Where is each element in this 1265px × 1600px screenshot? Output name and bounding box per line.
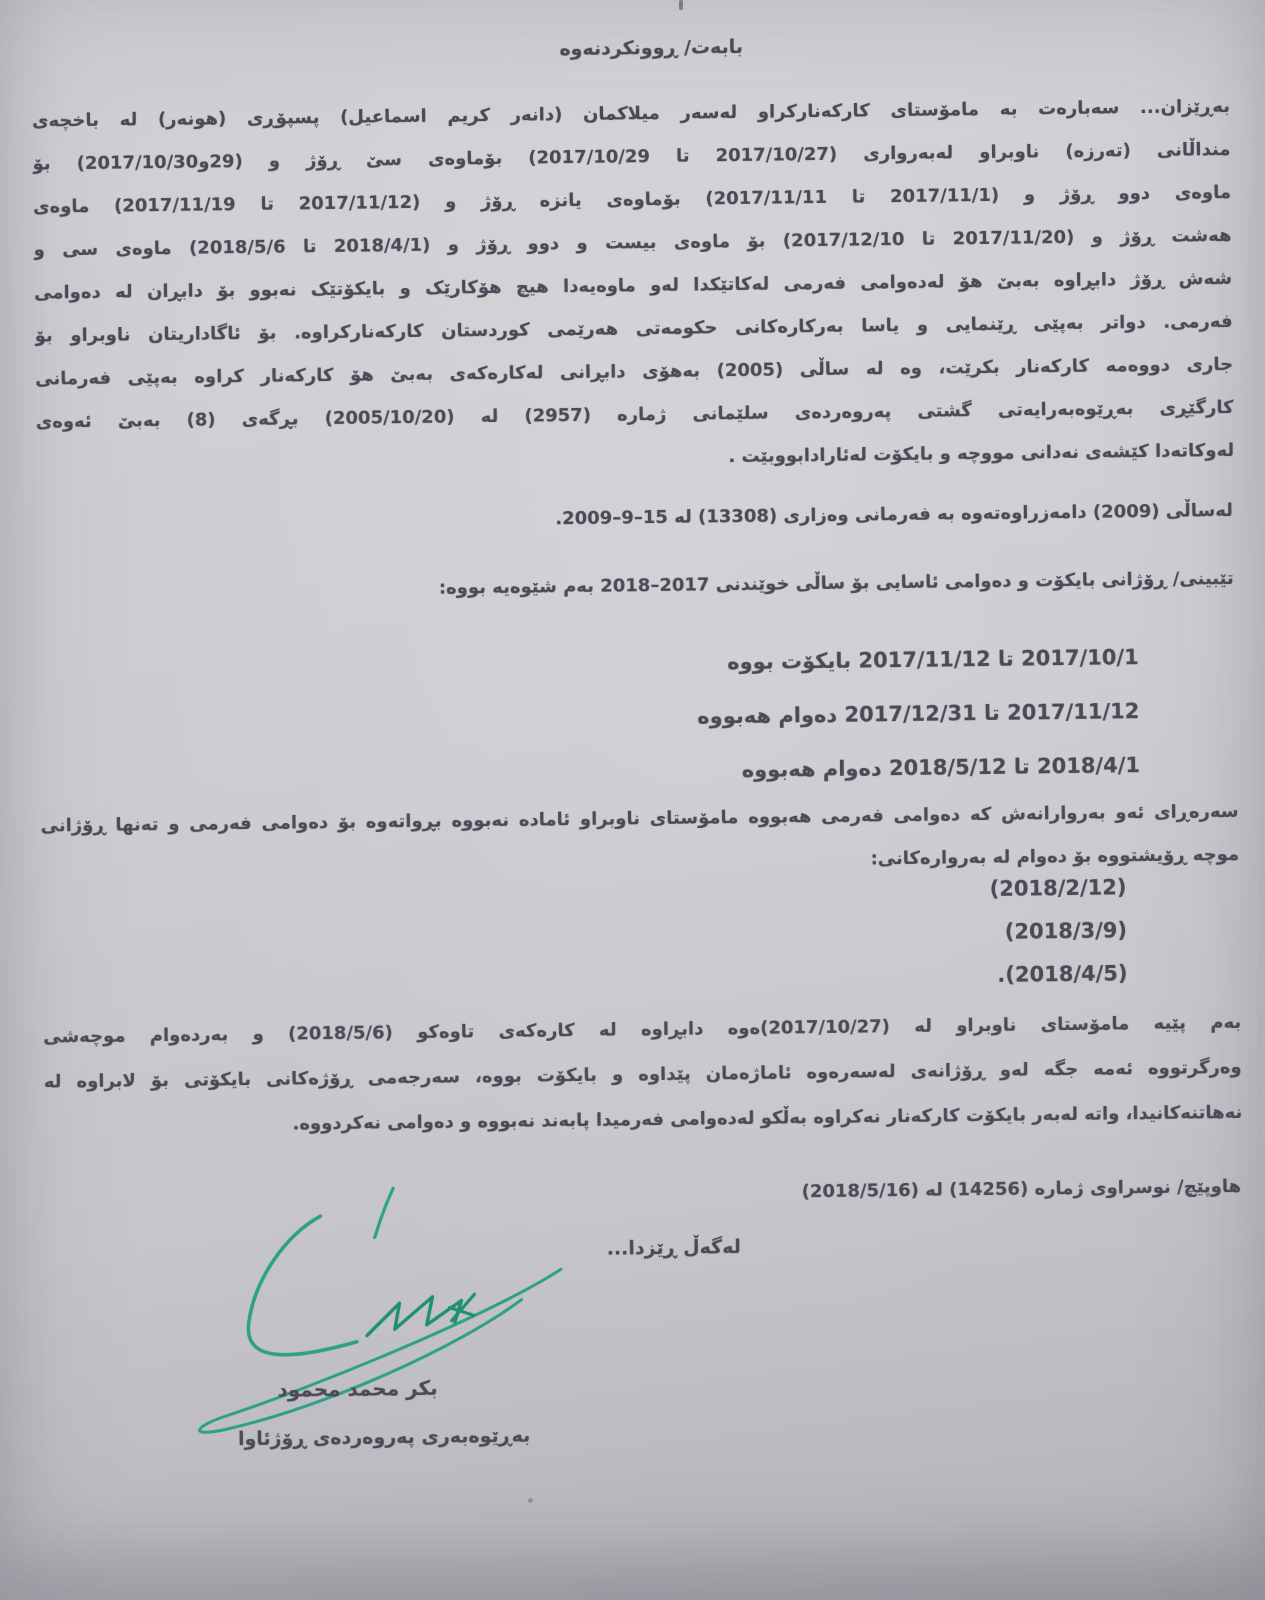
salary-date: (2018/3/9) (1004, 918, 1128, 944)
intro-line: ماوەی دوو ڕۆژ و (2017/11/1 تا 2017/11/11) بۆماوەی یانزە ڕۆژ و (2017/11/12 تا 2017/11/19) ماوەی (32, 181, 1232, 218)
intro-paragraph (32, 85, 1235, 487)
scan-artifact (679, 0, 683, 10)
salary-line: سەرەڕای ئەو بەروارانەش کە دەوامی فەرمی هەبووە مامۆستای ناوبراو ئامادە نەبووە بڕواتەوە بۆ دەوامی فەرمی و تەنها ڕۆژانی (40, 800, 1239, 837)
intro-line: بەڕێزان... سەبارەت بە مامۆستای کارکەنارکراو لەسەر میلاکمان (دانەر کریم اسماعیل) پسپۆڕی (هونەر) لە باخچەی (31, 95, 1231, 132)
intro-line: کارگێڕی بەڕێوەبەرایەتی گشتی پەروەردەی سلێمانی ژمارە (2957) لە (2005/10/20) بڕگەی (8) بەبێ ئەوەی (35, 396, 1234, 433)
attendance-schedule (688, 630, 1140, 797)
document-subject-title: بابەت/ ڕوونکردنەوە (559, 35, 744, 61)
schedule-line: 2018/4/1 تا 2018/5/12 دەوام هەبووە (741, 753, 1141, 782)
schedule-line: 2017/11/12 تا 2017/12/31 دەوام هەبووە (697, 699, 1140, 729)
closing-regards: لەگەڵ ڕێزدا... (606, 1236, 741, 1260)
salary-date: (2018/2/12) (989, 875, 1127, 901)
conclusion-line: وەرگرتووە ئەمە جگە لەو ڕۆژانەی لەسەرەوە ئاماژەمان پێداوە و بایکۆت بووە، سەرجەمی ڕۆژەکانی بایکۆتی بۆ لابراوە لە (43, 1056, 1242, 1093)
intro-line: لەوکاتەدا کێشەی نەدانی مووچە و بایکۆت لەئارادابووبێت . (728, 439, 1235, 468)
salary-date: (2018/4/5). (997, 961, 1128, 987)
note-heading: تێبینی/ ڕۆژانی بایکۆت و دەوامی ئاسایی بۆ ساڵی خوێندنی 2017–2018 بەم شێوەیە بووە: (438, 567, 1234, 599)
signer-title: بەڕێوەبەری پەروەردەی ڕۆژئاوا (237, 1424, 531, 1451)
intro-line: جاری دووەمە کارکەنار بکرێت، وە لە ساڵی (2005) بەهۆی دابڕانی لەکارەکەی بەبێ هۆ کارکەنار کراوە بەپێی فەرمانی (35, 353, 1234, 390)
conclusion-line: بەم پێیە مامۆستای ناوبراو لە (2017/10/27)ەوە دابڕاوە لە کارەکەی تاوەکو (2018/5/6) و بەردەوام موچەشی (43, 1011, 1242, 1048)
intro-line: منداڵانی (تەرزە) ناوبراو لەبەرواری (2017/10/27 تا 2017/10/29) بۆماوەی سێ ڕۆژ و (29و2017/10/30) بۆ (32, 138, 1231, 175)
intro-line: فەرمی. دواتر بەپێی ڕێنمایی و یاسا بەرکارەکانی حکومەتی هەرێمی کوردستان کارکەنارکراوە. بۆ ئاگاداریتان ناوبراو بۆ (34, 310, 1233, 347)
intro-line: شەش ڕۆژ دابڕاوە بەبێ هۆ لەدەوامی فەرمی لەکاتێکدا لەو ماوەیەدا هیچ هۆکارێک و بایکۆتێک نەبوو بۆ دابڕان لە دەوامی (34, 267, 1233, 304)
reinstatement-line: لەساڵی (2009) دامەزراوەتەوە بە فەرمانی وەزاری (13308) لە 15–9–2009. (555, 499, 1234, 530)
scan-artifact (528, 1498, 533, 1503)
salary-line: موچە ڕۆیشتووە بۆ دەوام لە بەروارەکانی: (870, 843, 1240, 870)
intro-line: هەشت ڕۆژ و (2017/11/20 تا 2017/12/10) بۆ ماوەی بیست و دوو ڕۆژ و (2018/4/1 تا 2018/5/6) ماوەی سی و (33, 224, 1232, 261)
conclusion-paragraph (43, 1000, 1243, 1150)
signer-name: بکر محمد محمود (277, 1375, 438, 1402)
schedule-line: 2017/10/1 تا 2017/11/12 بایکۆت بووە (727, 645, 1139, 675)
attachment-line: هاوپێچ/ نوسراوی ژمارە (14256) لە (2018/5/16) (801, 1175, 1242, 1203)
salary-date-list (906, 866, 1128, 998)
conclusion-line: نەهاتنەکانیدا، واتە لەبەر بایکۆت کارکەنار نەکراوە بەڵکو لەدەوامی فەرمیدا پابەند نەبووە و دەوامی نەکردووە. (292, 1101, 1243, 1135)
signature-ink (155, 1181, 598, 1446)
